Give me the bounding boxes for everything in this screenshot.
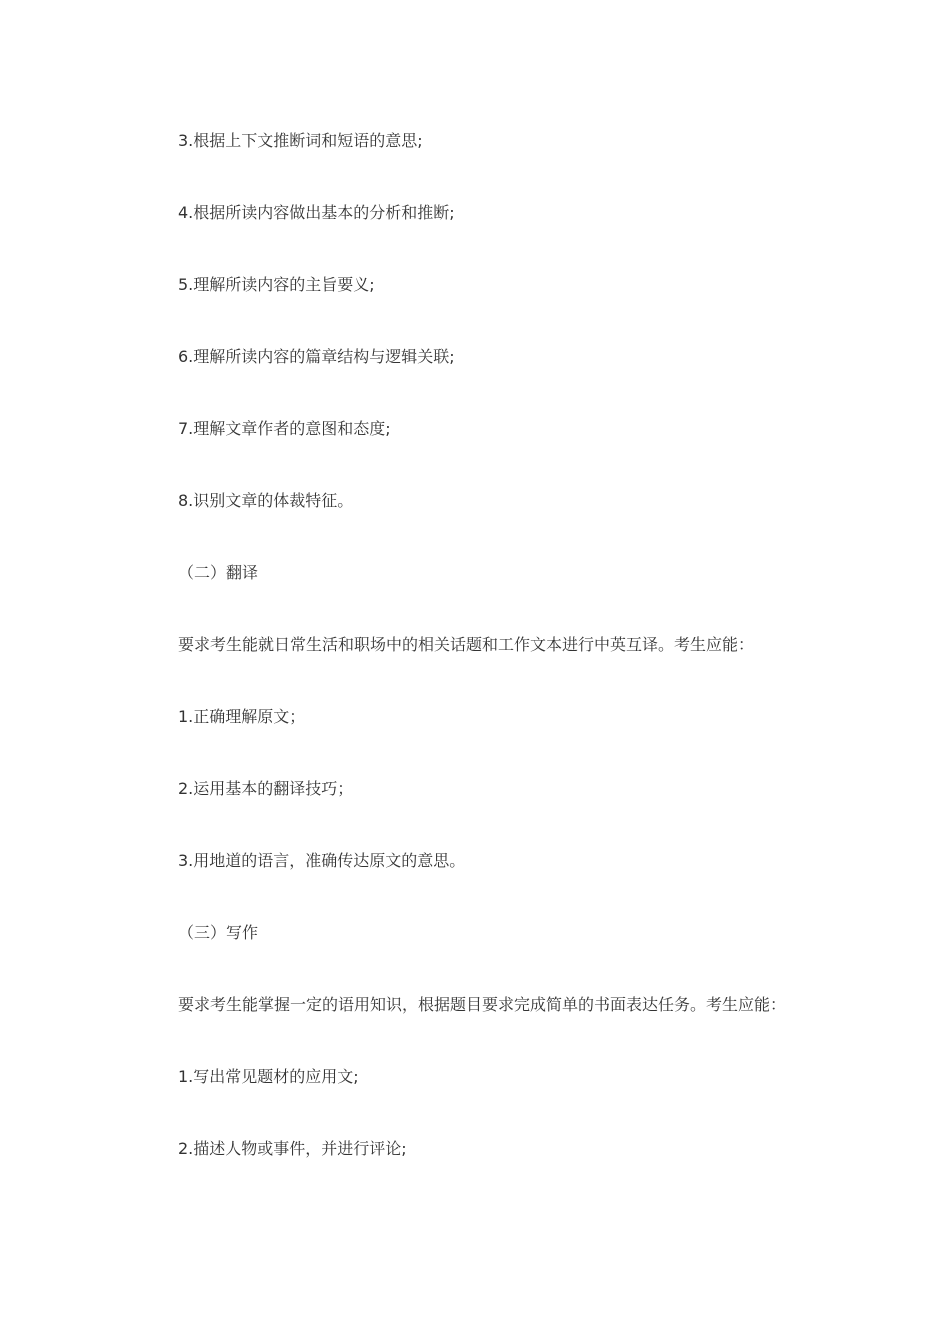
reading-item-6: 6.理解所读内容的篇章结构与逻辑关联; — [178, 347, 455, 366]
translation-item-1: 1.正确理解原文； — [178, 707, 306, 726]
writing-item-2: 2.描述人物或事件，并进行评论; — [178, 1139, 407, 1158]
reading-item-5: 5.理解所读内容的主旨要义; — [178, 275, 375, 294]
writing-requirement: 要求考生能掌握一定的语用知识，根据题目要求完成简单的书面表达任务。考生应能： — [178, 995, 787, 1014]
reading-item-3: 3.根据上下文推断词和短语的意思; — [178, 131, 423, 150]
reading-item-8: 8.识别文章的体裁特征。 — [178, 491, 354, 510]
translation-item-2: 2.运用基本的翻译技巧； — [178, 779, 354, 798]
translation-requirement: 要求考生能就日常生活和职场中的相关话题和工作文本进行中英互译。考生应能： — [178, 635, 755, 654]
section-heading-translation: （二）翻译 — [178, 563, 259, 582]
reading-item-7: 7.理解文章作者的意图和态度; — [178, 419, 391, 438]
writing-item-1: 1.写出常见题材的应用文; — [178, 1067, 359, 1086]
section-heading-writing: （三）写作 — [178, 923, 259, 942]
reading-item-4: 4.根据所读内容做出基本的分析和推断; — [178, 203, 455, 222]
translation-item-3: 3.用地道的语言，准确传达原文的意思。 — [178, 851, 466, 870]
